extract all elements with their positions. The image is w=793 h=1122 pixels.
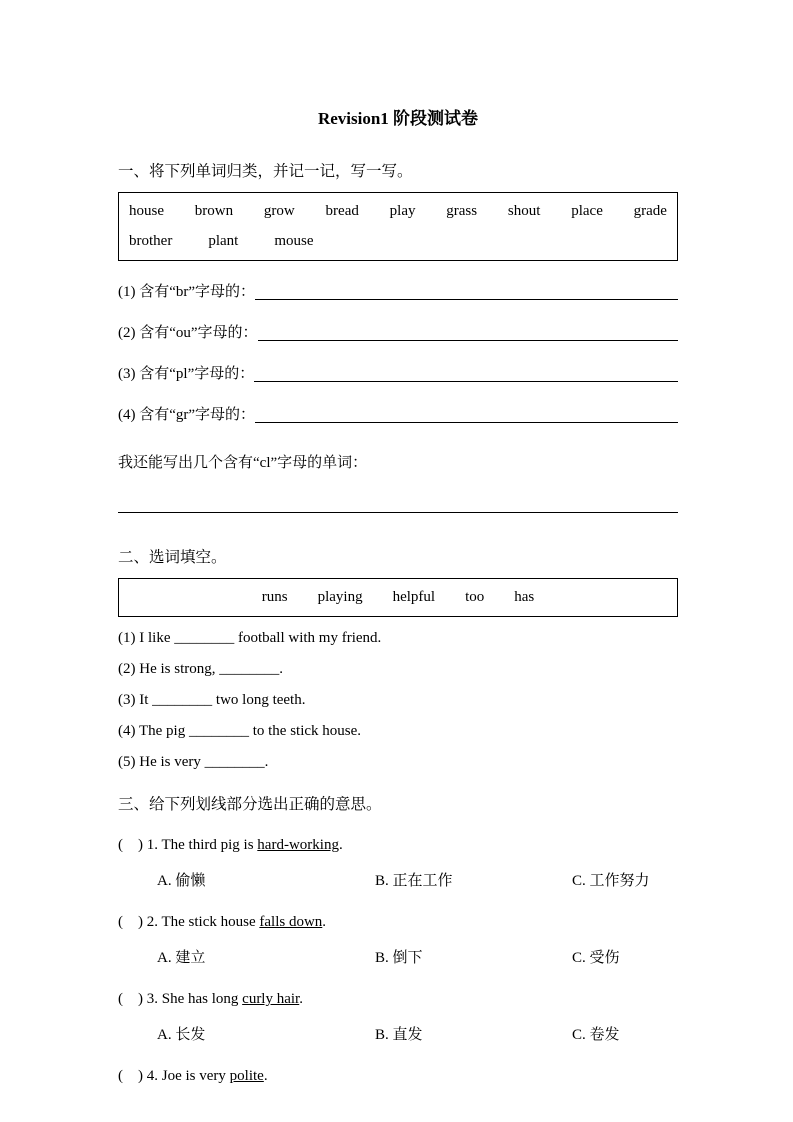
section3-heading: 三、给下列划线部分选出正确的意思。 — [118, 796, 382, 813]
fill-sentence: (2) He is strong, ________. — [118, 661, 283, 677]
option-c: C. 卷发 — [572, 1027, 620, 1043]
word-bank-word: playing — [317, 589, 363, 605]
fill-sentence: (1) I like ________ football with my friend. — [118, 630, 382, 646]
page-title: Revision1 阶段测试卷 — [317, 109, 479, 128]
word-bank-word: brother — [129, 233, 173, 249]
extra-prompt: 我还能写出几个含有“cl”字母的单词： — [118, 455, 368, 471]
section1-heading: 一、将下列单词归类，并记一记，写一写。 — [118, 163, 413, 180]
question-text: ( ) 2. The stick house — [118, 914, 260, 930]
word-bank-word: grow — [263, 203, 295, 219]
question-stem — [118, 1067, 678, 1086]
word-bank-word: bread — [325, 203, 359, 219]
option-a: A. 长发 — [157, 1027, 206, 1043]
option-b: B. 直发 — [375, 1027, 423, 1043]
classify-item-label: (2) 含有“ou”字母的： — [118, 325, 258, 341]
word-bank-word: place — [571, 203, 603, 219]
worksheet-content — [118, 104, 678, 1086]
question-text: . — [338, 837, 343, 853]
word-bank-row-2 — [129, 233, 667, 250]
options-row — [157, 949, 678, 968]
section1-word-bank — [118, 192, 678, 261]
question-text: . — [263, 1068, 268, 1084]
word-bank-word: grade — [633, 203, 667, 219]
underlined-phrase: falls down — [259, 914, 323, 930]
underlined-phrase: curly hair — [242, 991, 300, 1007]
word-bank-word: helpful — [392, 589, 436, 605]
answer-blank-line — [254, 381, 678, 382]
classify-item — [118, 324, 678, 343]
answer-blank-line — [118, 512, 678, 513]
fill-sentence: (4) The pig ________ to the stick house. — [118, 723, 362, 739]
fill-sentence: (5) He is very ________. — [118, 754, 269, 770]
section2-word-bank — [118, 578, 678, 617]
question-text: . — [322, 914, 327, 930]
question-text: ( ) 4. Joe is very — [118, 1068, 230, 1084]
question-stem — [118, 913, 678, 932]
option-a: A. 建立 — [157, 950, 206, 966]
section2-heading: 二、选词填空。 — [118, 549, 227, 566]
word-bank-word: too — [465, 589, 485, 605]
classify-item-label: (1) 含有“br”字母的： — [118, 284, 256, 300]
options-row — [157, 1026, 678, 1045]
answer-blank-line — [255, 422, 678, 423]
options-row — [157, 872, 678, 891]
classify-item-label: (3) 含有“pl”字母的： — [118, 366, 255, 382]
option-b: B. 正在工作 — [375, 873, 453, 889]
word-bank-word: runs — [261, 589, 288, 605]
word-bank-word: mouse — [274, 233, 314, 249]
word-bank-row-1 — [129, 203, 667, 220]
option-c: C. 受伤 — [572, 950, 620, 966]
classify-item-label: (4) 含有“gr”字母的： — [118, 407, 256, 423]
word-bank-word: house — [129, 203, 164, 219]
word-bank-word: plant — [208, 233, 239, 249]
underlined-phrase: hard-working — [257, 837, 339, 853]
underlined-phrase: polite — [229, 1068, 264, 1084]
word-bank-word: shout — [507, 203, 541, 219]
classify-item — [118, 283, 678, 302]
classify-item — [118, 406, 678, 425]
classify-item — [118, 365, 678, 384]
question-text: ( ) 3. She has long — [118, 991, 243, 1007]
word-bank-word: has — [514, 589, 535, 605]
fill-sentence: (3) It ________ two long teeth. — [118, 692, 306, 708]
option-a: A. 偷懒 — [157, 873, 206, 889]
word-bank-word: brown — [194, 203, 234, 219]
question-text: . — [299, 991, 303, 1007]
option-b: B. 倒下 — [375, 950, 423, 966]
question-stem — [118, 836, 678, 855]
question-stem — [118, 990, 678, 1009]
question-text: ( ) 1. The third pig is — [118, 837, 258, 853]
answer-blank-line — [258, 340, 678, 341]
answer-blank-line — [255, 299, 678, 300]
option-c: C. 工作努力 — [572, 873, 650, 889]
word-bank-word: grass — [446, 203, 478, 219]
word-bank-word: play — [389, 203, 416, 219]
